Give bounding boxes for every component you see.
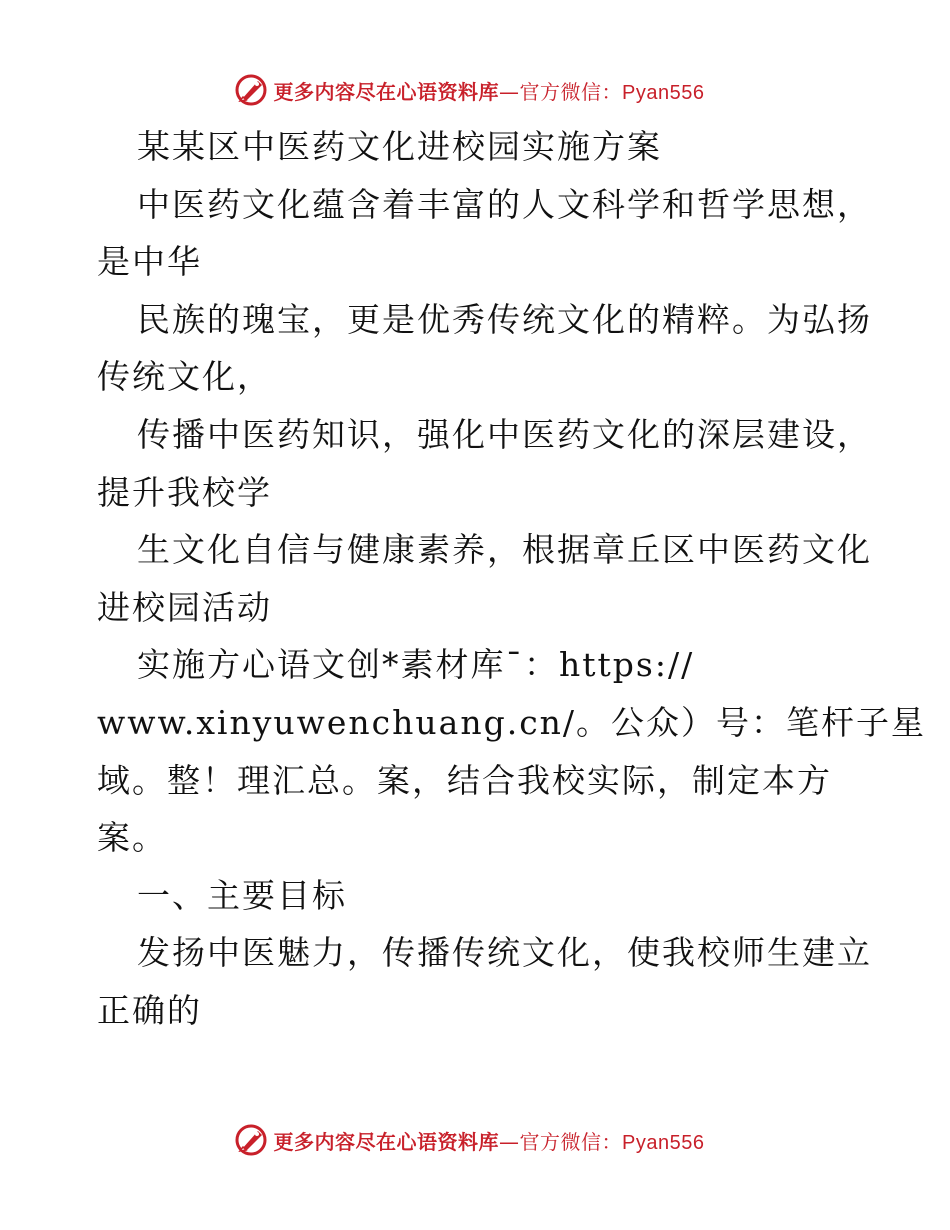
- footer-banner-wechat-label: 官方微信：: [519, 1129, 623, 1154]
- document-line: www.xinyuwenchuang.cn/。公众）号：笔杆子星: [97, 702, 927, 742]
- footer-banner-text: [274, 1126, 705, 1155]
- footer-banner-main: 更多内容尽在心语资料库: [273, 1129, 500, 1154]
- header-banner-wechat-label: 官方微信：: [519, 79, 623, 104]
- header-banner: [0, 68, 950, 112]
- document-line: 进校园活动: [97, 587, 272, 627]
- document-line: 民族的瑰宝，更是优秀传统文化的精粹。为弘扬: [137, 299, 872, 339]
- footer-banner-dash: —: [499, 1129, 520, 1154]
- header-banner-main: 更多内容尽在心语资料库: [273, 79, 500, 104]
- document-line: 提升我校学: [97, 472, 272, 512]
- document-body: [97, 118, 927, 1040]
- document-line: 发扬中医魅力，传播传统文化，使我校师生建立: [137, 933, 872, 973]
- header-banner-wechat-id: Pyan556: [622, 81, 705, 104]
- pen-logo-icon: [234, 73, 268, 107]
- section-heading: 一、主要目标: [137, 875, 347, 915]
- document-line: 实施方心语文创*素材库¯：https://: [137, 645, 695, 685]
- document-title: 某某区中医药文化进校园实施方案: [137, 127, 662, 166]
- header-banner-inner: [234, 73, 705, 107]
- footer-banner: [0, 1118, 950, 1162]
- footer-banner-wechat-id: Pyan556: [622, 1131, 705, 1154]
- document-line: 是中华: [97, 242, 202, 282]
- header-banner-dash: —: [499, 79, 520, 104]
- footer-banner-inner: [234, 1123, 705, 1157]
- document-line: 案。: [97, 818, 167, 858]
- document-line: 传统文化，: [97, 357, 272, 397]
- pen-logo-icon: [234, 1123, 268, 1157]
- document-line: 中医药文化蕴含着丰富的人文科学和哲学思想，: [137, 184, 872, 224]
- document-line: 正确的: [97, 990, 202, 1030]
- document-line: 生文化自信与健康素养，根据章丘区中医药文化: [137, 530, 872, 570]
- document-line: 传播中医药知识，强化中医药文化的深层建设，: [137, 414, 872, 454]
- header-banner-text: [274, 76, 705, 105]
- document-line: 域。整！理汇总。案，结合我校实际，制定本方: [97, 760, 832, 800]
